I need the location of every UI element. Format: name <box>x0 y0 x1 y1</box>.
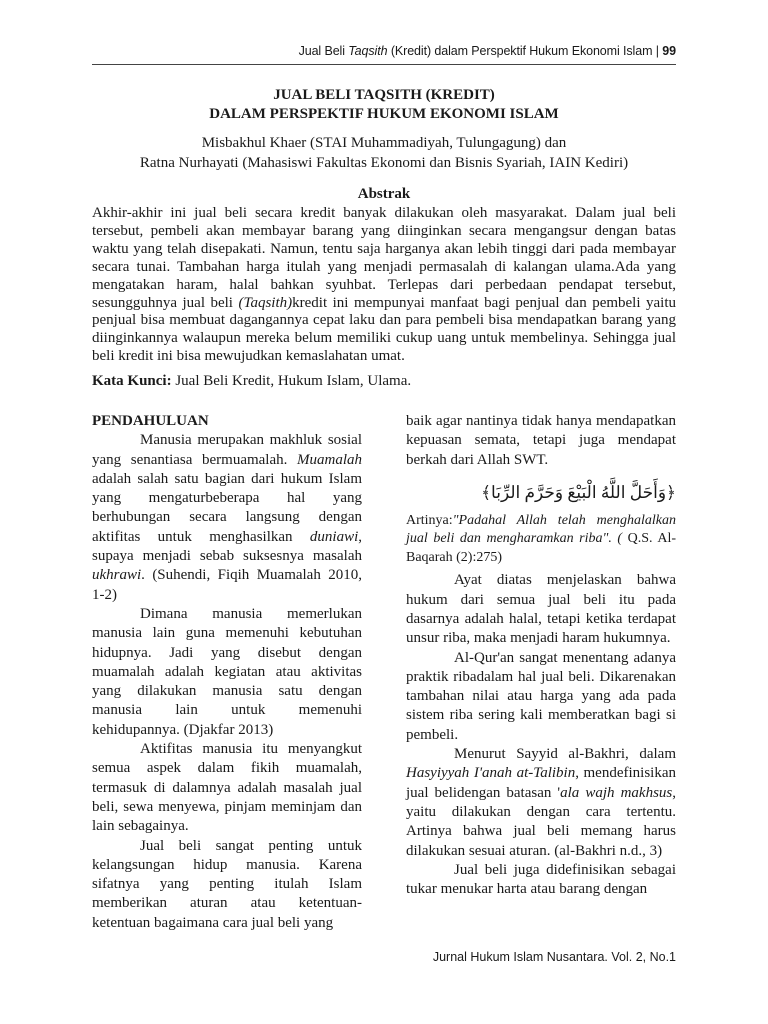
journal-footer: Jurnal Hukum Islam Nusantara. Vol. 2, No.1 <box>432 950 676 964</box>
running-head-italic: Taqsith <box>348 44 388 58</box>
rp3-i2: ala wajh makhsus <box>560 784 673 801</box>
running-head-pre: Jual Beli <box>298 44 349 58</box>
title-line-2: DALAM PERSPEKTIF HUKUM EKONOMI ISLAM <box>209 106 559 122</box>
lp1-i2: duniawi <box>309 528 359 545</box>
left-paragraph-4: Jual beli sangat penting untuk kelangsungan hidup manusia. Karena sifatnya yang penting itulah Islam memberikan aturan atau ketentuan-ketentuan bagaimana cara jual beli yang <box>92 837 362 931</box>
left-paragraph-3: Aktifitas manusia itu menyangkut semua aspek dalam fikih muamalah, termasuk di dalamnya adalah masalah jual beli, sewa menyewa, pinjam meminjam dan lain sebagainya. <box>92 741 362 835</box>
page-number: 99 <box>662 44 676 58</box>
right-paragraph-1: Ayat diatas menjelaskan bahwa hukum dari semua jual beli itu pada dasarnya adalah halal, tetapi ketika terdapat unsur riba, maka menjadi haram hukumnya. <box>406 572 676 647</box>
rp3-b: , mendefinisikan jual belidengan batasan ' <box>406 765 676 801</box>
header-rule <box>92 64 676 65</box>
quran-verse-arabic: ﴿وَأَحَلَّ اللَّهُ الْبَيْعَ وَحَرَّمَ الرِّبَا﴾ <box>481 482 676 502</box>
title-line-1: JUAL BELI TAQSITH (KREDIT) <box>273 87 495 103</box>
artinya-label: Artinya: <box>406 512 453 528</box>
author-block <box>92 134 676 173</box>
lp1-a: Manusia merupakan makhluk sosial yang senantiasa bermuamalah. <box>92 432 362 468</box>
right-paragraph-3 <box>406 745 676 861</box>
verse-translation <box>406 512 676 568</box>
lp1-i1: Muamalah <box>297 451 362 468</box>
running-head <box>299 44 676 58</box>
abstract-text-italic: (Taqsith) <box>238 294 293 311</box>
keywords <box>92 373 676 390</box>
right-paragraph-4: Jual beli juga didefinisikan sebagai tukar menukar harta atau barang dengan <box>406 861 676 898</box>
right-column <box>406 412 676 899</box>
abstract-heading: Abstrak <box>357 186 411 202</box>
artinya-italic: "Padahal Allah telah menghalalkan jual beli dan mengharamkan riba". ( <box>406 512 676 547</box>
left-column <box>92 412 362 933</box>
rp3-a: Menurut Sayyid al-Bakhri, dalam <box>454 746 676 763</box>
lp1-b: adalah salah satu bagian dari hukum Islam yang mengaturbeberapa hal yang berhubungan secara langsung dengan aktifitas untuk menghasilkan <box>92 470 362 545</box>
author-line-2: Ratna Nurhayati (Mahasiswi Fakultas Ekonomi dan Bisnis Syariah, IAIN Kediri) <box>139 154 629 171</box>
left-paragraph-1 <box>92 431 362 605</box>
keywords-label: Kata Kunci: <box>92 373 172 389</box>
lp1-c: , supaya menjadi sebab suksesnya masalah <box>92 528 362 565</box>
abstract-text <box>92 205 676 366</box>
keywords-text: Jual Beli Kredit, Hukum Islam, Ulama. <box>171 373 412 389</box>
rp3-c: , yaitu dilakukan dengan cara tertentu. Artinya bahwa jual beli memang harus dilakukan sesuai aturan. (al-Bakhri n.d., 3) <box>406 784 676 859</box>
running-head-post: (Kredit) dalam Perspektif Hukum Ekonomi Islam | <box>387 44 663 58</box>
right-paragraph-2: Al-Qur'an sangat menentang adanya praktik ribadalam hal jual beli. Dikarenakan tambahan nilai atau harga yang ada pada sistem riba sering kali memberatkan bagi si pembeli. <box>406 649 676 743</box>
abstract-text-b: kredit ini mempunyai manfaat bagi penjual dan pembeli yaitu penjual bisa membuat dagangannya cepat laku dan para pembeli bisa mendapatkan barang yang diinginkannya walaupun mereka belum memiliki cukup uang untuk membelinya. Sehingga jual beli kredit ini bisa mewujudkan kemaslahatan umat. <box>92 294 677 365</box>
paper-title <box>92 86 676 124</box>
right-paragraph-0: baik agar nantinya tidak hanya mendapatkan kepuasan semata, tetapi juga mendapat berkah dari Allah SWT. <box>406 413 676 468</box>
author-line-1: Misbakhul Khaer (STAI Muhammadiyah, Tulungagung) dan <box>201 135 567 151</box>
lp1-d: . (Suhendi, Fiqih Muamalah 2010, 1-2) <box>92 567 362 603</box>
section-heading-pendahuluan: PENDAHULUAN <box>92 413 209 429</box>
lp1-i3: ukhrawi <box>92 567 142 584</box>
abstract-text-a: Akhir-akhir ini jual beli secara kredit banyak dilakukan oleh masyarakat. Dalam jual beli tersebut, pembeli akan membayar barang yang diinginkan secara mengangsur dengan batas waktu yang telah disepakati. Namun, tentu saja harganya akan lebih tinggi dari pada membayar secara tunai. Tambahan harga itulah yang menjadi permasalah di kalangan ulama.Ada yang mengatakan haram, halal bahkan syuhbat. Terlepas dari perbedaan pendapat tersebut, sesungguhnya jual beli <box>92 205 676 311</box>
rp3-i1: Hasyiyyah I'anah at-Talibin <box>406 765 576 782</box>
left-paragraph-2: Dimana manusia memerlukan manusia lain guna memenuhi kebutuhan hidupnya. Jadi yang disebut dengan muamalah adalah kegiatan atau aktivitas yang dilakukan manusia satu dengan manusia lain untuk memenuhi kehidupannya. (Djakfar 2013) <box>92 605 362 738</box>
artinya-reference: Q.S. Al-Baqarah (2):275) <box>406 531 676 565</box>
